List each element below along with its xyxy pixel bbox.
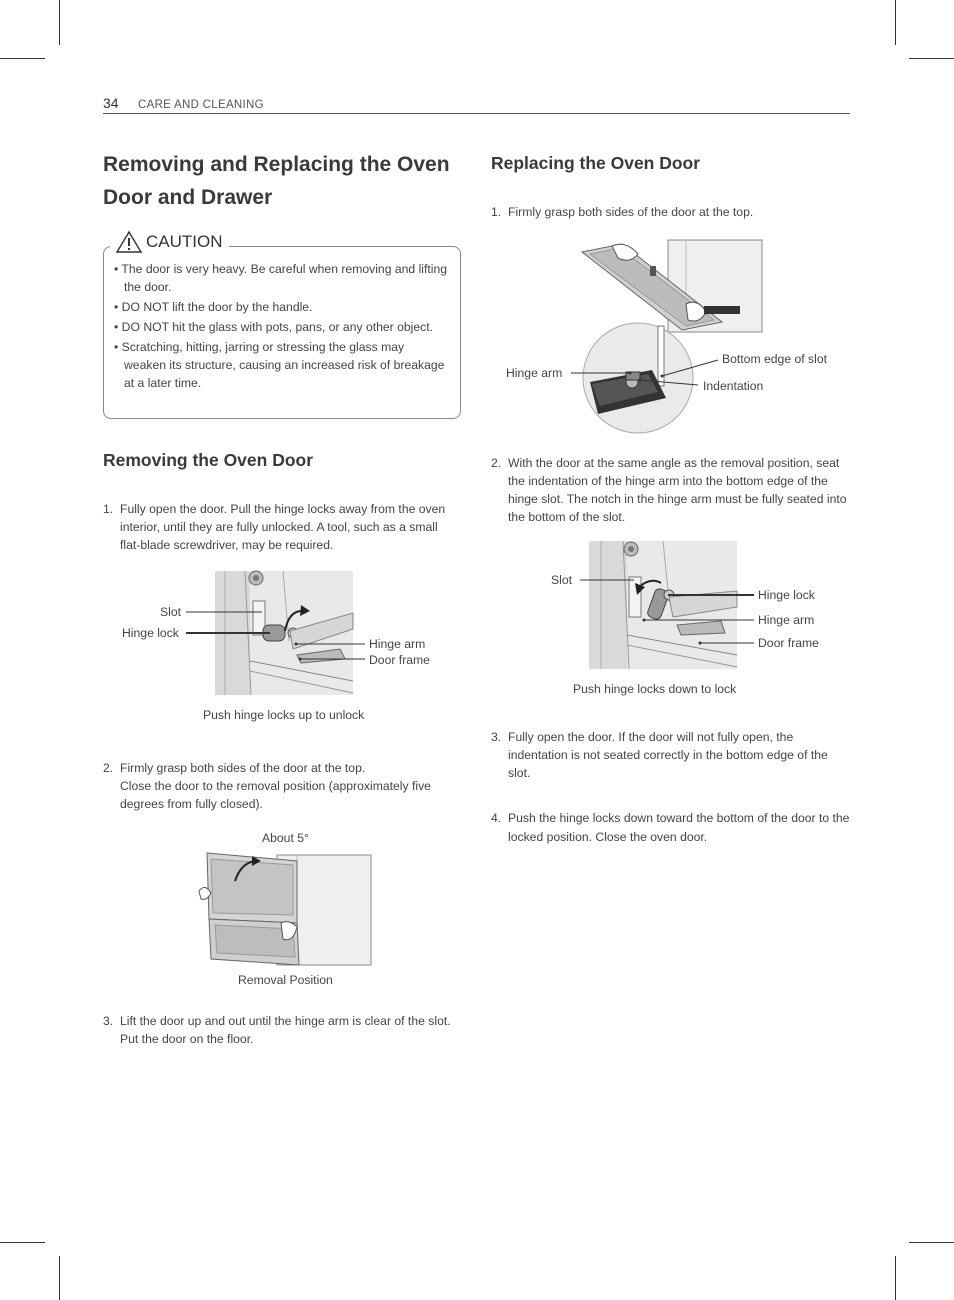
rfig1-indentation-label: Indentation	[703, 379, 764, 393]
step-number: 3.	[491, 730, 502, 744]
caution-item: • Scratching, hitting, jarring or stressing the glass may weaken its structure, causing an increased risk of breakage at a later time.	[114, 340, 445, 390]
rfig2-hinge-lock-label: Hinge lock	[758, 588, 815, 602]
step-text: Firmly grasp both sides of the door at the top.	[508, 205, 754, 219]
step-text: Push the hinge locks down toward the bottom of the door to the locked position. Close the oven door.	[508, 811, 850, 844]
step-text: Firmly grasp both sides of the door at the top.	[120, 761, 366, 775]
step-text: Fully open the door. If the door will not fully open, the indentation is not seated correctly in the bottom edge of the slot.	[508, 730, 828, 780]
rfig1-hinge-arm-label: Hinge arm	[506, 366, 563, 380]
replacing-step-3	[491, 728, 850, 782]
fig2-angle-label: About 5°	[262, 831, 309, 845]
fig2-caption: Removal Position	[238, 973, 333, 987]
step-number: 1.	[103, 502, 114, 516]
step-number: 3.	[103, 1014, 114, 1028]
step-number: 2.	[103, 761, 114, 775]
replacing-heading: Replacing the Oven Door	[491, 153, 701, 173]
fig1-hinge-lock-label: Hinge lock	[122, 626, 179, 640]
section-header: CARE AND CLEANING	[138, 99, 264, 111]
step-text: Lift the door up and out until the hinge arm is clear of the slot. Put the door on the floor.	[120, 1014, 451, 1046]
step-number: 1.	[491, 205, 502, 219]
fig1-slot-label: Slot	[160, 605, 182, 619]
step-text: Fully open the door. Pull the hinge locks away from the oven interior, until they are fully unlocked. A tool, such as a small flat-blade screwdriver, may be required.	[120, 502, 446, 552]
fig1-hinge-arm-label: Hinge arm	[369, 637, 426, 651]
replacing-step-4	[491, 809, 850, 847]
rfig1-bottom-edge-label: Bottom edge of slot	[722, 352, 828, 366]
caution-item: • The door is very heavy. Be careful when removing and lifting the door.	[114, 262, 448, 294]
step-text: Close the door to the removal position (approximately five degrees from fully closed).	[120, 779, 431, 811]
step-number: 4.	[491, 811, 502, 825]
rfig2-slot-label: Slot	[551, 573, 573, 587]
page-number: 34	[103, 95, 119, 111]
page-title: Removing and Replacing the Oven Door and Drawer	[103, 153, 450, 209]
fig1-door-frame-label: Door frame	[369, 653, 430, 667]
removing-heading: Removing the Oven Door	[103, 450, 314, 470]
step-text: With the door at the same angle as the removal position, seat the indentation of the hinge arm into the bottom edge of the hinge slot. The notch in the hinge arm must be fully seated into the bottom of the slot.	[508, 456, 847, 524]
rfig2-hinge-arm-label: Hinge arm	[758, 613, 815, 627]
caution-item: • DO NOT lift the door by the handle.	[114, 300, 313, 314]
fig1-caption: Push hinge locks up to unlock	[203, 708, 365, 722]
caution-item: • DO NOT hit the glass with pots, pans, or any other object.	[114, 320, 434, 334]
caution-label: CAUTION	[146, 232, 223, 251]
step-number: 2.	[491, 456, 502, 470]
rfig2-caption: Push hinge locks down to lock	[573, 682, 737, 696]
rfig2-door-frame-label: Door frame	[758, 636, 819, 650]
